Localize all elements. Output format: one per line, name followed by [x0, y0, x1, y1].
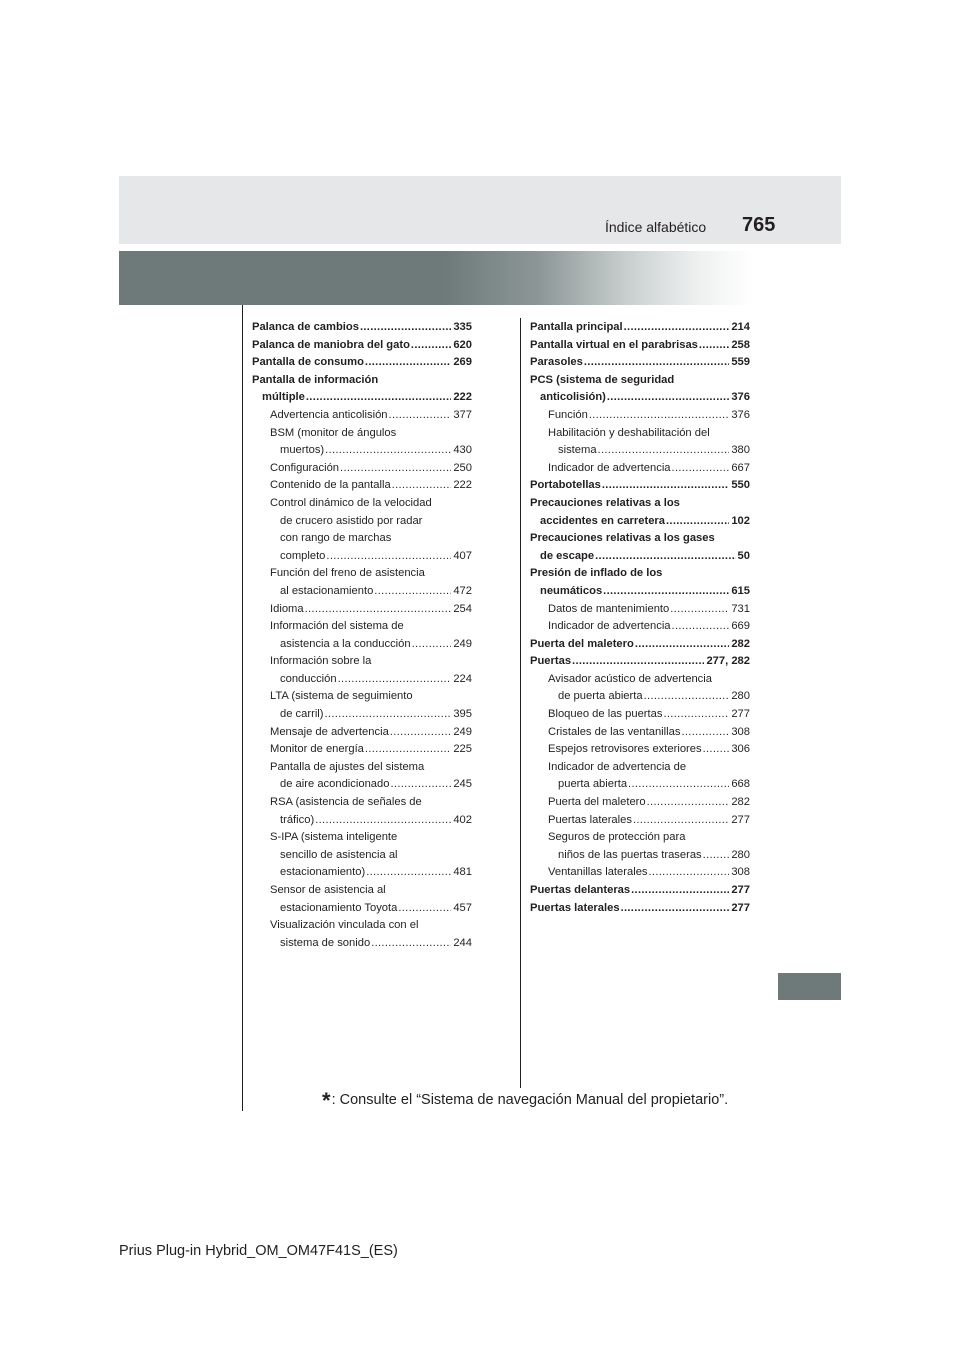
entry-text: Información sobre la — [270, 655, 372, 668]
index-subentry — [252, 759, 472, 794]
page-reference: 277 — [731, 901, 750, 914]
page-reference: 277 — [731, 884, 750, 896]
entry-text: Pantalla de información — [252, 373, 379, 386]
dot-leader — [392, 477, 452, 495]
dot-leader — [306, 389, 451, 407]
dot-leader — [647, 794, 730, 812]
page-reference: 308 — [731, 725, 750, 738]
dot-leader — [672, 618, 730, 636]
entry-text: Indicador de advertencia de — [548, 760, 687, 773]
index-subentry — [530, 601, 750, 619]
page-reference: 669 — [731, 620, 750, 633]
index-subentry — [530, 425, 750, 460]
page-reference: 250 — [453, 461, 472, 474]
entry-text: Puertas — [530, 655, 572, 668]
dot-leader — [703, 741, 730, 759]
index-subentry — [530, 794, 750, 812]
page-number: 765 — [742, 214, 776, 236]
entry-text: Monitor de energía — [270, 743, 364, 756]
page-reference: 376 — [731, 391, 750, 404]
entry-text: de carril) — [280, 708, 324, 721]
index-subentry — [530, 460, 750, 478]
dot-leader — [595, 548, 735, 566]
index-entry — [530, 477, 750, 495]
dot-leader — [360, 319, 451, 337]
index-subentry — [530, 671, 750, 706]
index-subentry — [252, 653, 472, 688]
entry-text: Idioma — [270, 602, 304, 615]
entry-text: Portabotellas — [530, 479, 601, 492]
dot-leader — [628, 776, 729, 794]
page-reference: 395 — [453, 708, 472, 721]
index-entry — [252, 319, 472, 337]
page-reference: 377 — [453, 408, 472, 421]
entry-text: tráfico) — [280, 813, 315, 826]
index-subentry — [530, 618, 750, 636]
dot-leader — [366, 864, 451, 882]
index-subentry — [530, 812, 750, 830]
dot-leader — [672, 460, 730, 478]
page-reference: 380 — [731, 444, 750, 457]
index-column-right — [530, 319, 750, 917]
entry-text: Espejos retrovisores exteriores — [548, 743, 702, 756]
entry-text: sencillo de asistencia al — [280, 848, 398, 861]
entry-text: Visualización vinculada con el — [270, 919, 419, 932]
page-reference: 222 — [453, 479, 472, 492]
page-reference: 258 — [731, 338, 750, 351]
dot-leader — [365, 354, 451, 372]
page-reference: 559 — [731, 356, 750, 369]
index-subentry — [252, 618, 472, 653]
page-reference: 280 — [731, 690, 750, 703]
page-reference: 245 — [453, 778, 472, 791]
index-subentry — [530, 706, 750, 724]
dot-leader — [681, 724, 729, 742]
dot-leader — [325, 442, 451, 460]
index-subentry — [530, 829, 750, 864]
chapter-tab — [778, 973, 841, 1000]
page-reference: 244 — [453, 936, 472, 949]
dot-leader — [371, 935, 451, 953]
index-subentry — [530, 741, 750, 759]
index-entry — [252, 354, 472, 372]
entry-text: de puerta abierta — [558, 690, 643, 703]
page-reference: 277 — [731, 813, 750, 826]
page-reference: 306 — [731, 743, 750, 756]
entry-text: conducción — [280, 672, 337, 685]
page-reference: 249 — [453, 725, 472, 738]
entry-text: RSA (asistencia de señales de — [270, 796, 422, 809]
entry-text: Bloqueo de las puertas — [548, 708, 663, 721]
entry-text: Puertas delanteras — [530, 884, 631, 896]
entry-text: Presión de inflado de los — [530, 567, 663, 580]
entry-text: Configuración — [270, 461, 340, 474]
index-subentry — [252, 601, 472, 619]
entry-text: Control dinámico de la velocidad — [270, 496, 432, 509]
index-subentry — [252, 829, 472, 882]
footnote-text: : Consulte el “Sistema de navegación Manual del propietario”. — [331, 1092, 729, 1108]
entry-text: Indicador de advertencia — [548, 620, 671, 633]
index-subentry — [530, 724, 750, 742]
page-reference: 407 — [453, 549, 472, 562]
entry-text: Cristales de las ventanillas — [548, 725, 681, 738]
dot-leader — [663, 706, 729, 724]
index-entry — [530, 565, 750, 600]
index-subentry — [252, 425, 472, 460]
page-reference: 254 — [453, 602, 472, 615]
dot-leader — [584, 354, 729, 372]
page-reference: 222 — [453, 391, 472, 404]
index-subentry — [252, 741, 472, 759]
dot-leader — [624, 319, 730, 337]
entry-text: Palanca de cambios — [252, 321, 359, 333]
index-entry — [530, 495, 750, 530]
entry-text: Mensaje de advertencia — [270, 725, 389, 738]
index-subentry — [530, 864, 750, 882]
index-subentry — [252, 917, 472, 952]
page-reference: 402 — [453, 813, 472, 826]
entry-text: Seguros de protección para — [548, 831, 686, 844]
index-column-left — [252, 319, 472, 952]
page-reference: 269 — [453, 356, 472, 369]
page-reference: 282 — [731, 796, 750, 809]
entry-text: accidentes en carretera — [540, 514, 666, 527]
entry-text: al estacionamiento — [280, 584, 374, 597]
index-entry — [530, 530, 750, 565]
page-reference: 249 — [453, 637, 472, 650]
entry-text: Precauciones relativas a los gases — [530, 532, 715, 545]
entry-text: Avisador acústico de advertencia — [548, 672, 712, 685]
entry-text: PCS (sistema de seguridad — [530, 373, 675, 386]
column-divider — [520, 318, 521, 1088]
page-reference: 335 — [453, 321, 472, 333]
page-reference: 308 — [731, 866, 750, 879]
page-reference: 214 — [731, 321, 750, 333]
dot-leader — [412, 636, 452, 654]
dot-leader — [326, 548, 451, 566]
index-subentry — [530, 407, 750, 425]
index-entry — [530, 319, 750, 337]
entry-text: Pantalla principal — [530, 321, 623, 333]
index-entry — [530, 337, 750, 355]
page-reference: 620 — [453, 338, 472, 351]
entry-text: con rango de marchas — [280, 532, 392, 545]
entry-text: puerta abierta — [558, 778, 628, 791]
dot-leader — [621, 900, 730, 918]
section-title: Índice alfabético — [605, 219, 707, 235]
dot-leader — [398, 900, 451, 918]
entry-text: BSM (monitor de ángulos — [270, 426, 397, 439]
dot-leader — [631, 882, 729, 900]
entry-text: niños de las puertas traseras — [558, 848, 702, 861]
dot-leader — [633, 812, 729, 830]
dot-leader — [703, 847, 730, 865]
entry-text: S-IPA (sistema inteligente — [270, 831, 398, 844]
page-reference: 667 — [731, 461, 750, 474]
dot-leader — [666, 513, 729, 531]
entry-text: Datos de mantenimiento — [548, 602, 670, 615]
index-entry — [530, 882, 750, 900]
index-subentry — [252, 688, 472, 723]
entry-text: Función del freno de asistencia — [270, 567, 425, 580]
entry-text: de crucero asistido por radar — [280, 514, 423, 527]
entry-text: estacionamiento) — [280, 866, 366, 879]
index-subentry — [252, 495, 472, 565]
index-entry — [530, 653, 750, 671]
page-reference: 668 — [731, 778, 750, 791]
page-reference: 731 — [731, 602, 750, 615]
dot-leader — [572, 653, 704, 671]
entry-text: sistema de sonido — [280, 936, 371, 949]
index-entry — [530, 354, 750, 372]
dot-leader — [649, 864, 730, 882]
entry-text: Función — [548, 408, 588, 421]
dot-leader — [338, 671, 452, 689]
footnote — [322, 1088, 728, 1114]
entry-text: Indicador de advertencia — [548, 461, 671, 474]
entry-text: completo — [280, 549, 326, 562]
entry-text: Puerta del maletero — [548, 796, 646, 809]
index-subentry — [530, 759, 750, 794]
index-subentry — [252, 477, 472, 495]
index-subentry — [252, 460, 472, 478]
dot-leader — [411, 337, 451, 355]
entry-text: sistema — [558, 444, 597, 457]
entry-text: múltiple — [262, 391, 305, 404]
dot-leader — [699, 337, 729, 355]
dot-leader — [603, 583, 729, 601]
entry-text: Puertas laterales — [548, 813, 632, 826]
page-reference: 550 — [731, 479, 750, 492]
page-reference: 225 — [453, 743, 472, 756]
dot-leader — [315, 812, 451, 830]
entry-text: Advertencia anticolisión — [270, 408, 388, 421]
entry-text: anticolisión) — [540, 391, 606, 404]
page-reference: 224 — [453, 672, 472, 685]
page-reference: 615 — [731, 584, 750, 597]
dot-leader — [644, 688, 730, 706]
dot-leader — [390, 724, 452, 742]
entry-text: Palanca de maniobra del gato — [252, 338, 410, 351]
page-reference: 282 — [731, 637, 750, 650]
entry-text: Pantalla de consumo — [252, 356, 364, 369]
dot-leader — [390, 776, 451, 794]
entry-text: Pantalla virtual en el parabrisas — [530, 338, 698, 351]
dot-leader — [670, 601, 729, 619]
entry-text: Pantalla de ajustes del sistema — [270, 760, 425, 773]
entry-text: estacionamiento Toyota — [280, 901, 398, 914]
footnote-marker: * — [322, 1088, 331, 1113]
page-reference: 102 — [731, 514, 750, 527]
index-entry — [530, 900, 750, 918]
page-reference: 457 — [453, 901, 472, 914]
entry-text: Puertas laterales — [530, 901, 620, 914]
document-label: Prius Plug-in Hybrid_OM_OM47F41S_(ES) — [119, 1243, 398, 1259]
entry-text: de escape — [540, 549, 595, 562]
index-entry — [252, 372, 472, 407]
dot-leader — [389, 407, 452, 425]
dot-leader — [589, 407, 730, 425]
page-reference: 376 — [731, 408, 750, 421]
dot-leader — [635, 636, 729, 654]
entry-text: Precauciones relativas a los — [530, 496, 680, 509]
index-entry — [252, 337, 472, 355]
entry-text: Parasoles — [530, 356, 583, 369]
dot-leader — [365, 741, 451, 759]
index-entry — [530, 372, 750, 407]
page-reference: 280 — [731, 848, 750, 861]
index-subentry — [252, 882, 472, 917]
left-margin-rule — [242, 305, 243, 1111]
page-reference: 50 — [737, 549, 750, 562]
index-subentry — [252, 794, 472, 829]
dot-leader — [325, 706, 452, 724]
page-reference: 430 — [453, 444, 472, 457]
dot-leader — [374, 583, 451, 601]
header-band — [119, 176, 841, 244]
chapter-bar — [119, 251, 841, 305]
index-subentry — [252, 407, 472, 425]
page-reference: 277 — [731, 708, 750, 721]
entry-text: de aire acondicionado — [280, 778, 390, 791]
entry-text: Ventanillas laterales — [548, 866, 648, 879]
dot-leader — [602, 477, 729, 495]
entry-text: Sensor de asistencia al — [270, 884, 386, 896]
index-subentry — [252, 724, 472, 742]
entry-text: Puerta del maletero — [530, 637, 634, 650]
page-reference: 481 — [453, 866, 472, 879]
entry-text: asistencia a la conducción — [280, 637, 411, 650]
dot-leader — [607, 389, 729, 407]
entry-text: Contenido de la pantalla — [270, 479, 391, 492]
dot-leader — [340, 460, 451, 478]
entry-text: LTA (sistema de seguimiento — [270, 690, 413, 703]
page-reference: 472 — [453, 584, 472, 597]
entry-text: Información del sistema de — [270, 620, 404, 633]
entry-text: neumáticos — [540, 584, 603, 597]
entry-text: Habilitación y deshabilitación del — [548, 426, 710, 439]
index-subentry — [252, 565, 472, 600]
dot-leader — [305, 601, 452, 619]
index-entry — [530, 636, 750, 654]
dot-leader — [598, 442, 730, 460]
page-reference: 277, 282 — [706, 655, 750, 668]
entry-text: muertos) — [280, 444, 325, 457]
